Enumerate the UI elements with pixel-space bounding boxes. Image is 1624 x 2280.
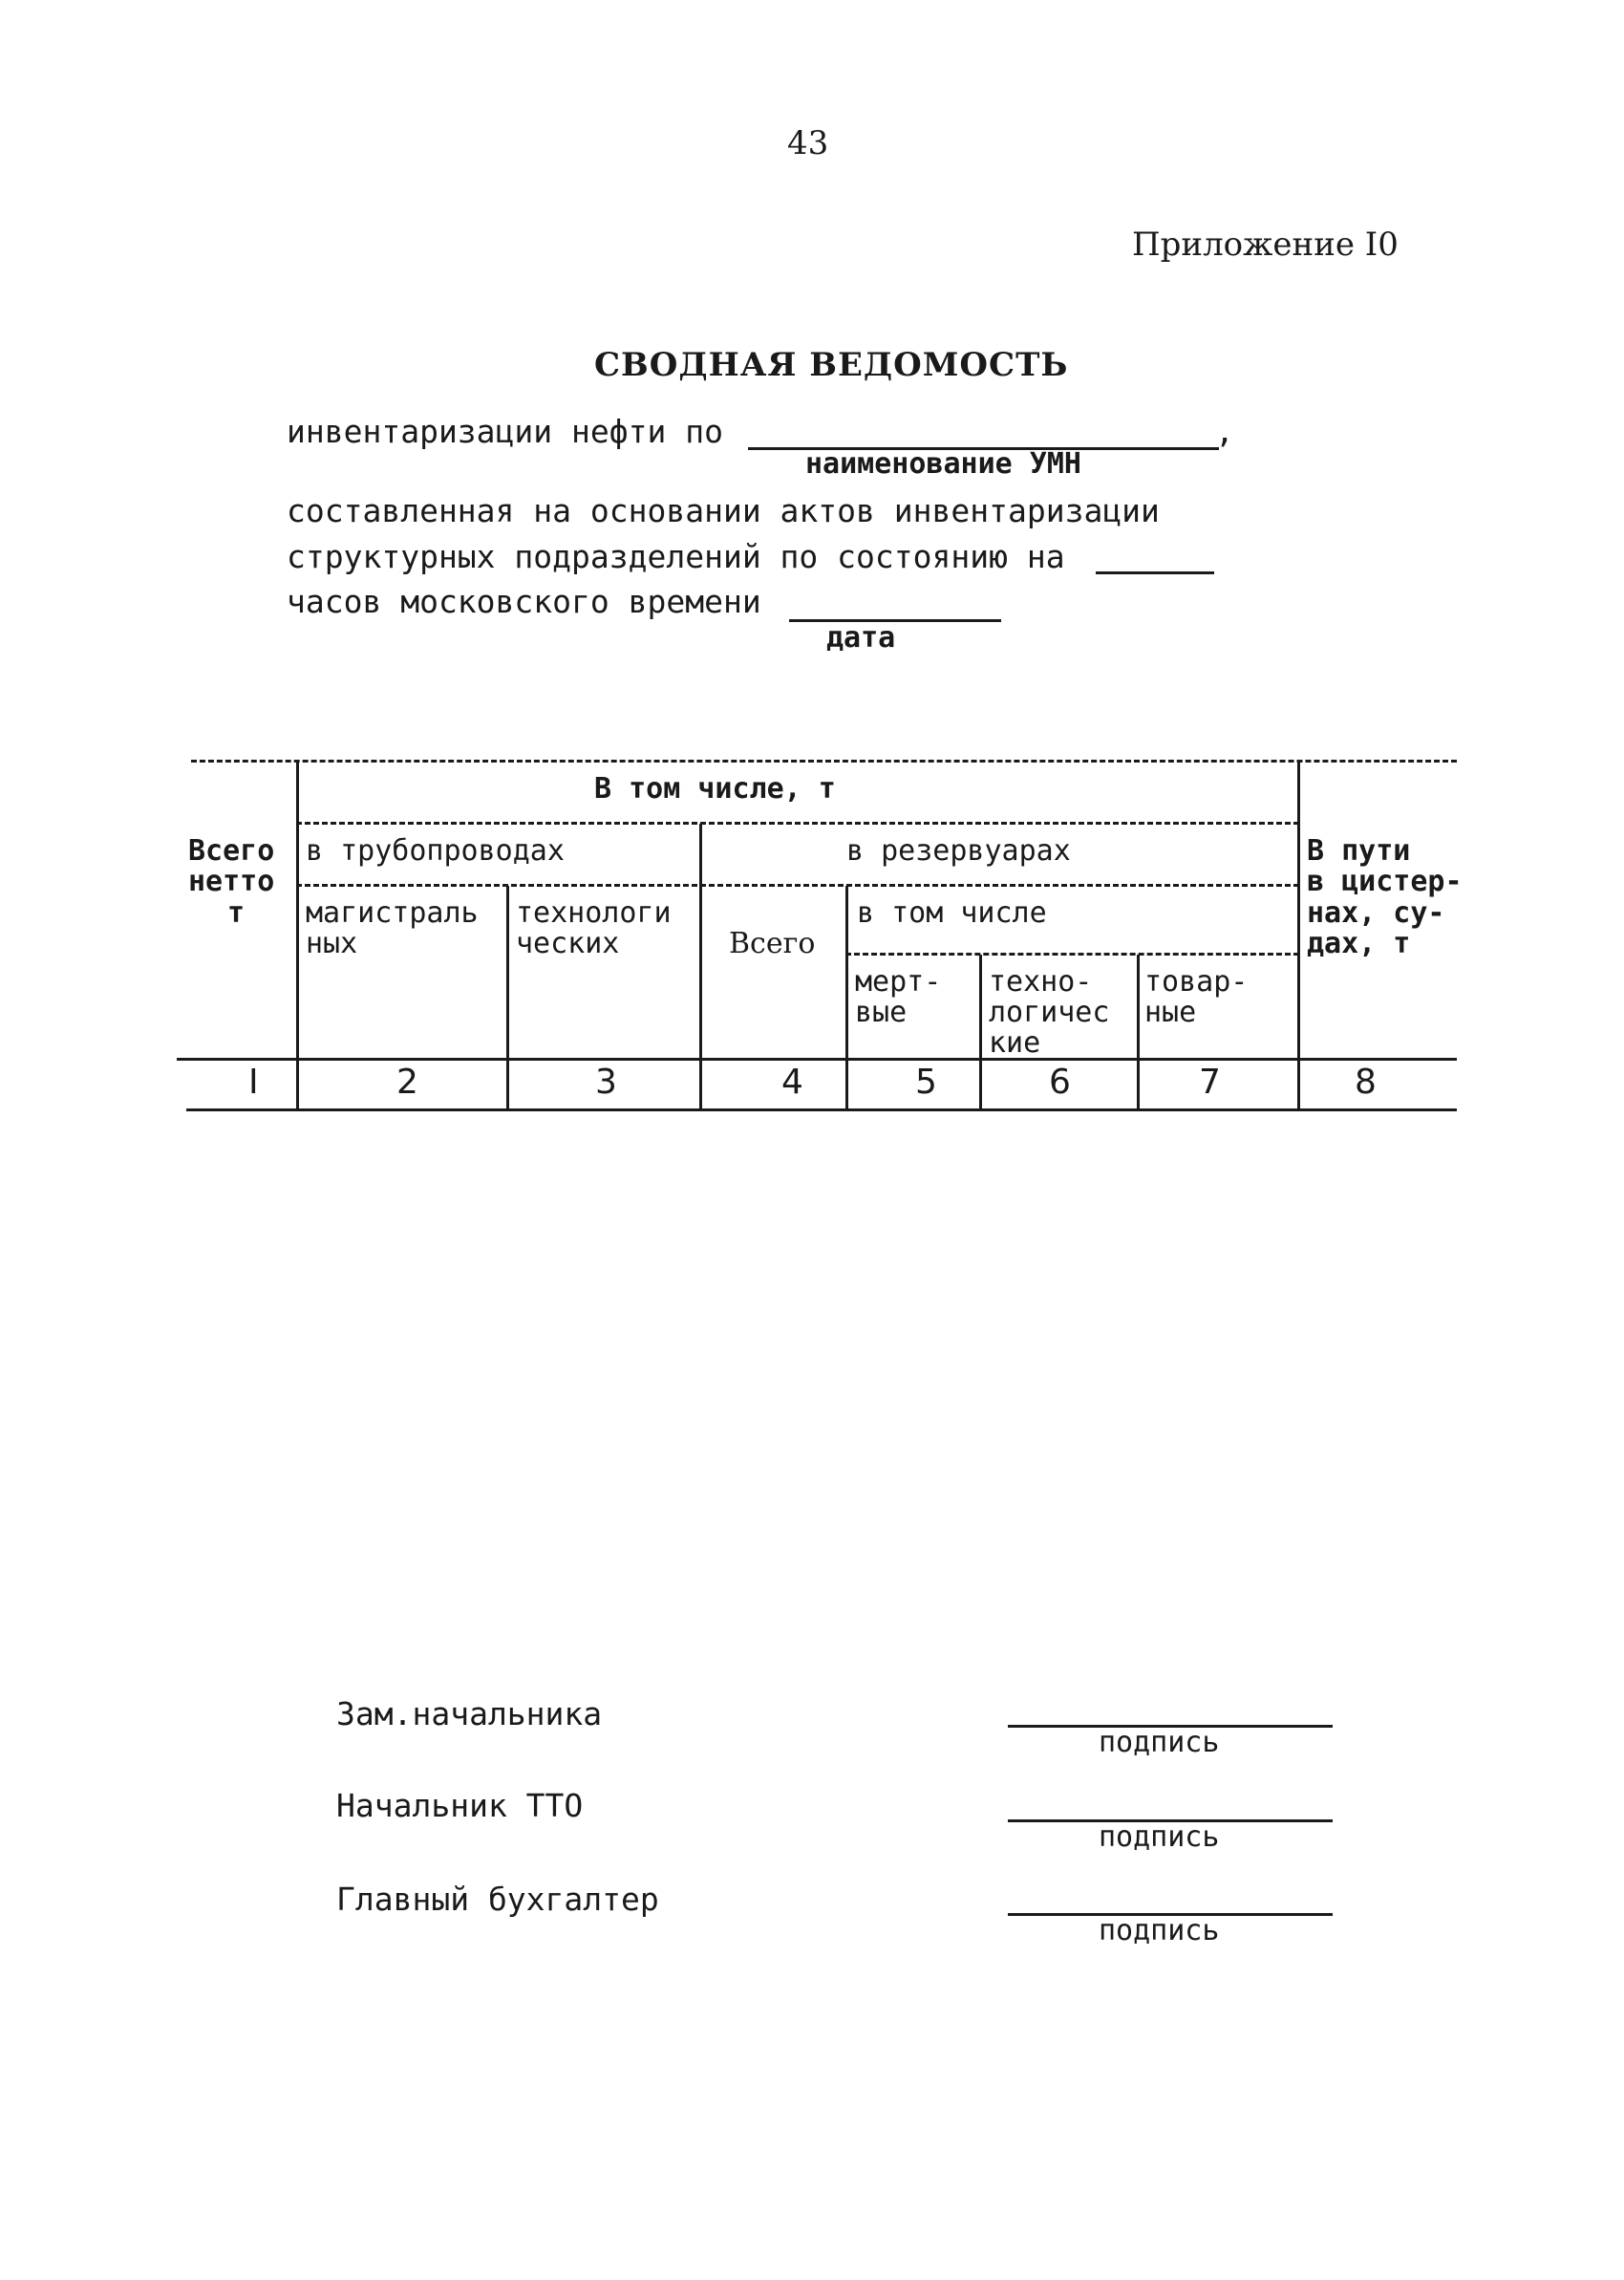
tech-res-header-line1: техно-: [989, 965, 1093, 999]
col-divider-4: [845, 886, 848, 1108]
including-rule: [845, 953, 1299, 956]
group-top-header: В том числе, т: [594, 772, 836, 806]
including-header: в том числе: [857, 896, 1047, 930]
col-divider-1: [296, 762, 299, 1108]
date-caption: дата: [826, 621, 896, 655]
table-top-rule: [191, 760, 1457, 763]
tech-res-header-line2: логичес: [989, 996, 1110, 1029]
dead-header-line2: вые: [855, 996, 908, 1029]
header-bottom-rule: [177, 1058, 1457, 1061]
group-rule: [296, 822, 1299, 825]
intro-line-1-comma: ,: [1215, 413, 1234, 450]
table-bottom-rule: [186, 1108, 1457, 1111]
umn-name-caption: наименование УМН: [805, 447, 1081, 481]
pipelines-header: в трубопроводах: [306, 834, 565, 868]
signature-role: Зам.начальника: [336, 1695, 603, 1732]
signature-caption: подпись: [1099, 1914, 1220, 1947]
intro-line-4: часов московского времени: [287, 583, 761, 620]
column-number: 3: [595, 1063, 617, 1102]
hours-line: [1096, 571, 1214, 574]
signature-caption: подпись: [1099, 1726, 1220, 1759]
transit-header-line3: нах, су-: [1307, 896, 1445, 930]
transit-header-line4: дах, т: [1307, 927, 1411, 960]
reservoirs-header: в резервуарах: [846, 834, 1071, 868]
col-divider-2: [506, 886, 509, 1108]
intro-line-2: составленная на основании актов инвентаризации: [287, 492, 1160, 529]
total-header-line3: т: [227, 896, 246, 930]
tech-header-line2: ческих: [516, 927, 620, 960]
subgroup-rule: [296, 884, 1299, 887]
col-divider-7: [1297, 762, 1300, 1108]
column-number: 4: [781, 1063, 803, 1102]
column-number: 2: [396, 1063, 418, 1102]
signature-caption: подпись: [1099, 1820, 1220, 1854]
col-divider-3: [699, 824, 702, 1108]
commodity-header-line1: товар-: [1144, 965, 1249, 999]
reservoirs-total-header: Всего: [729, 927, 816, 960]
dead-header-line1: мерт-: [855, 965, 942, 999]
column-number: 5: [915, 1063, 937, 1102]
tech-res-header-line3: кие: [989, 1026, 1041, 1060]
column-number: 8: [1355, 1063, 1377, 1102]
page-number: 43: [787, 124, 829, 162]
col-divider-5: [979, 955, 982, 1108]
col-divider-6: [1137, 955, 1140, 1108]
intro-line-1: инвентаризации нефти по: [287, 413, 723, 450]
total-header-line2: нетто: [188, 865, 275, 898]
transit-header-line1: В пути: [1307, 834, 1411, 868]
total-header-line1: Всего: [188, 834, 275, 868]
column-number: 7: [1199, 1063, 1221, 1102]
commodity-header-line2: ные: [1144, 996, 1197, 1029]
signature-role: Главный бухгалтер: [336, 1881, 659, 1918]
column-number: I: [248, 1063, 259, 1102]
tech-header-line1: технологи: [516, 896, 672, 930]
trunk-header-line2: ных: [306, 927, 358, 960]
appendix-label: Приложение I0: [1132, 226, 1399, 264]
signature-role: Начальник ТТО: [336, 1787, 584, 1824]
trunk-header-line1: магистраль: [306, 896, 479, 930]
intro-line-3: структурных подразделений по состоянию на: [287, 538, 1065, 575]
column-number: 6: [1049, 1063, 1071, 1102]
document-title: СВОДНАЯ ВЕДОМОСТЬ: [594, 346, 1069, 384]
transit-header-line2: в цистер-: [1307, 865, 1463, 898]
